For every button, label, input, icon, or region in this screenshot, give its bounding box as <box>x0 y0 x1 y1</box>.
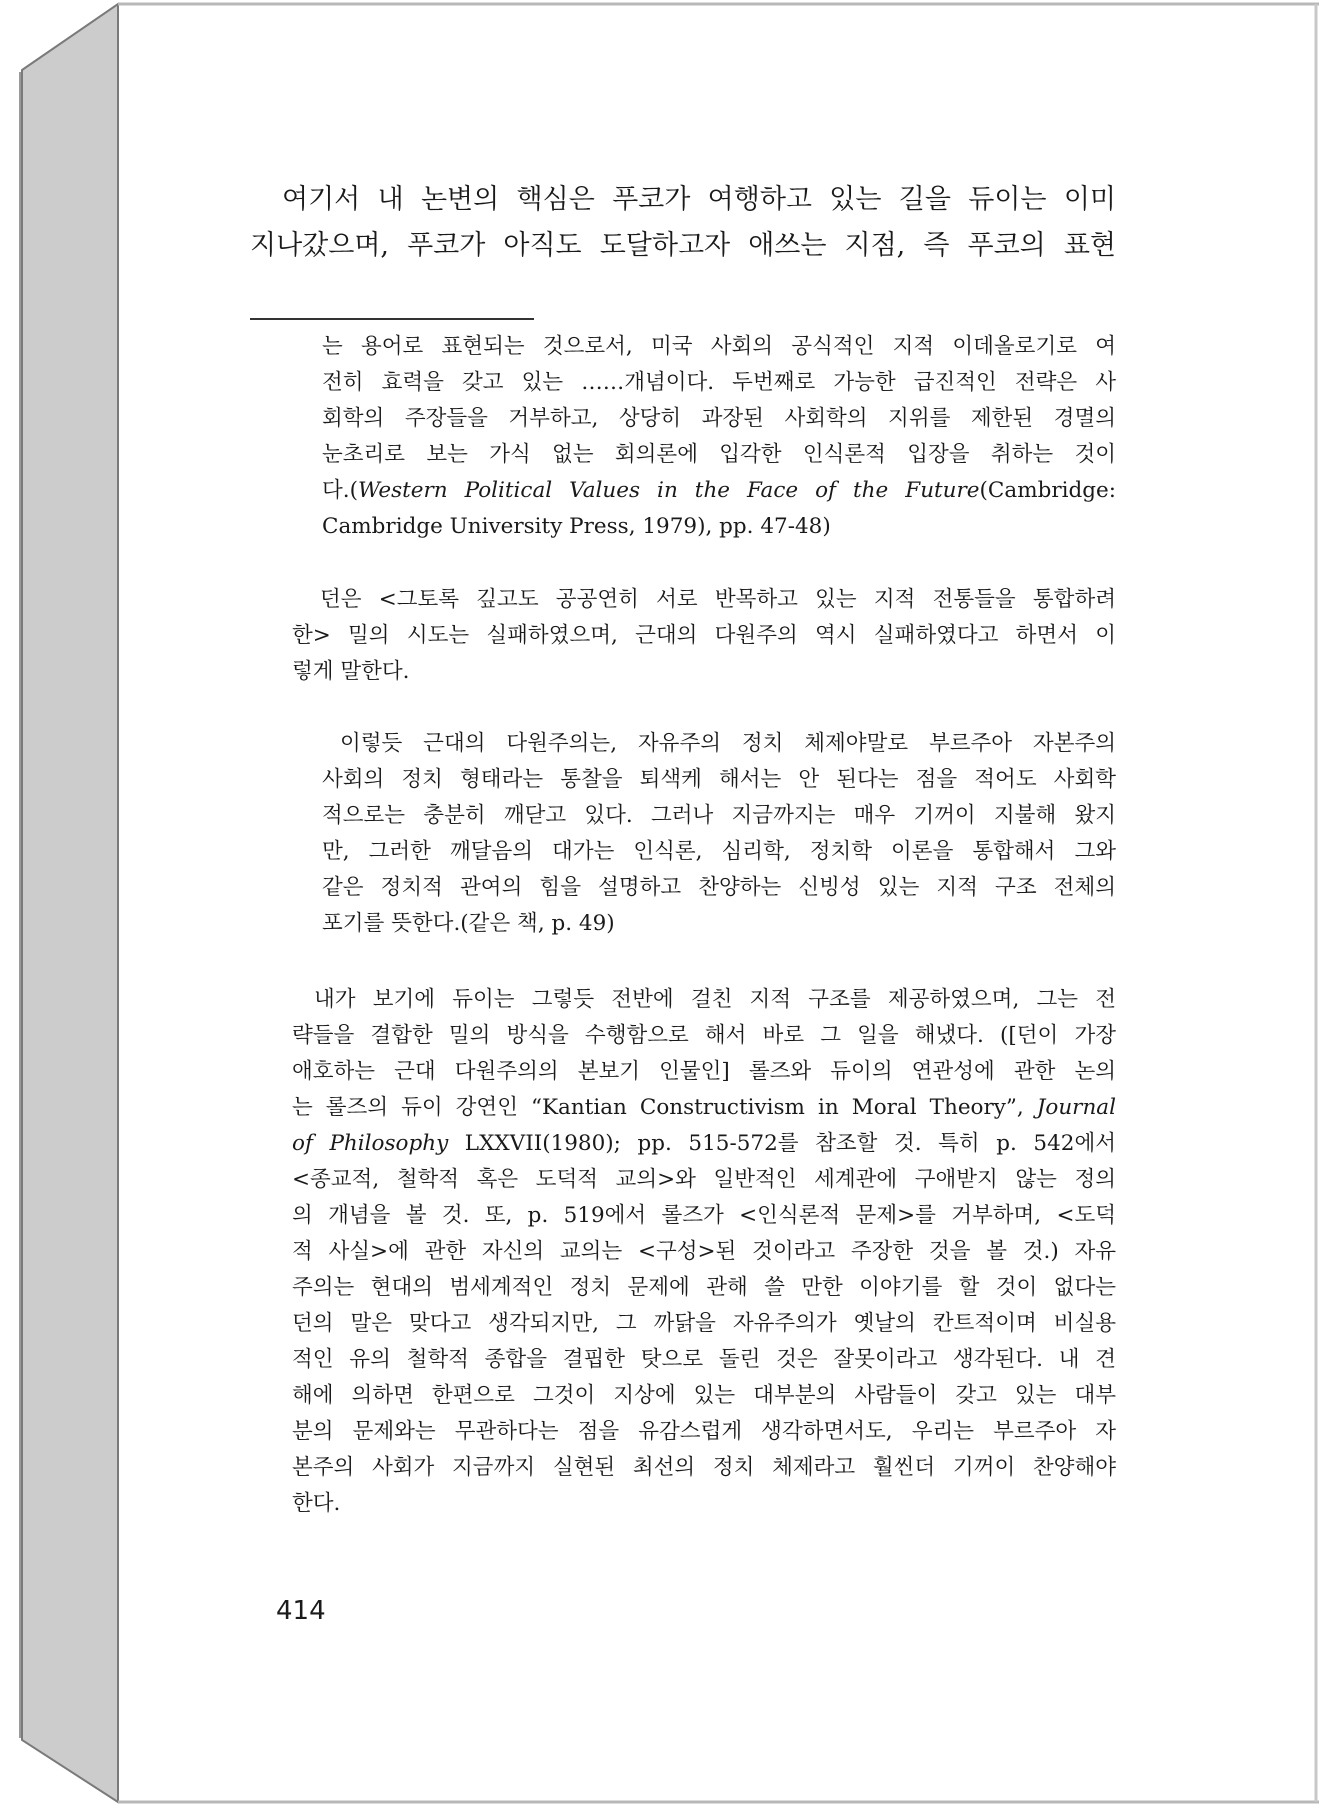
journal-title: Journal <box>1036 1095 1116 1120</box>
footnote-rule <box>250 318 534 320</box>
footnote-line: 는 용어로 표현되는 것으로서, 미국 사회의 공식적인 지적 이데올로기로 여 <box>322 334 1116 359</box>
block-quote: 이렇듯 근대의 다원주의는, 자유주의 정치 체제야말로 부르주아 자본주의 사회의 정치 형태라는 통찰을 퇴색케 해서는 안 된다는 점을 적어도 사회학 적으로는 충분히 깨닫고 있다. 그러나 지금까지는 매우 기꺼이 지불해 왔지 만, 그러한 깨달음의 대가는 인식론, 심리학, 정치학 이론을 통합해서 그와 같은 정치적 관여의 힘을 설명하고 찬양하는 신빙성 있는 지적 구조 전체의 포기를 뜻한다.(같은 책, p. 49) <box>322 731 1116 936</box>
footnote-line: 회학의 주장들을 거부하고, 상당히 과장된 사회학의 지위를 제한된 경멸의 <box>322 406 1116 431</box>
footnote-continuation <box>322 329 1116 545</box>
paragraph-dewey: 내가 보기에 듀이는 그렇듯 전반에 걸친 지적 구조를 제공하였으며, 그는 전 략들을 결합한 밀의 방식을 수행함으로 해서 바로 그 일을 해냈다. ([던이 가장 애호하는 근대 다원주의의 본보기 인물인] 롤즈와 듀이의 연관성에 관한 논의 는 롤즈의 듀이 강연인 “Kantian Constructivism in Moral Theory”, Journal of Philosophy LXXVII(1980); pp. 515-572를 참조할 것. 특히 p. 542에서 <종교적, 철학적 혹은 도덕적 교의>와 일반적인 세계관에 구애받지 않는 정의 의 개념을 볼 것. 또, p. 519에서 롤즈가 <인식론적 문제>를 거부하며, <도덕 적 사실>에 관한 자신의 교의는 <구성>된 것이라고 주장한 것을 볼 것.) 자유 주의는 현대의 범세계적인 정치 문제에 관해 쓸 만한 이야기를 할 것이 없다는 던의 말은 맞다고 생각되지만, 그 까닭을 자유주의가 옛날의 칸트적이며 비실용 적인 유의 철학적 종합을 결핍한 탓으로 돌린 것은 잘못이라고 생각된다. 내 견 해에 의하면 한편으로 그것이 지상에 있는 대부분의 사람들이 갖고 있는 대부 분의 문제와는 무관하다는 점을 유감스럽게 생각하면서도, 우리는 부르주아 자 본주의 사회가 지금까지 실현된 최선의 정치 체제라고 훨씬더 기꺼이 찬양해야 한다. <box>292 987 1116 1516</box>
journal-title-cont: of Philosophy <box>292 1131 449 1156</box>
footnote-line: Cambridge University Press, 1979), pp. 47-48) <box>322 514 831 539</box>
footnote-citation-line: 다.(Western Political Values in the Face of the Future(Cambridge: <box>322 478 1116 503</box>
book-title: Western Political Values in the Face of the Future <box>358 478 980 503</box>
footnote-line: 눈초리로 보는 가식 없는 회의론에 입각한 인식론적 입장을 취하는 것이 <box>322 442 1116 467</box>
main-text-line: 여기서 내 논변의 핵심은 푸코가 여행하고 있는 길을 듀이는 이미 <box>282 184 1116 215</box>
main-text-line: 지나갔으며, 푸코가 아직도 도달하고자 애쓰는 지점, 즉 푸코의 표현 <box>250 230 1116 261</box>
main-text <box>250 177 1116 269</box>
footnote-line: 전히 효력을 갖고 있는 ……개념이다. 두번째로 가능한 급진적인 전략은 사 <box>322 370 1116 395</box>
page-number: 414 <box>276 1596 326 1626</box>
paragraph-dunn: 던은 <그토록 깊고도 공공연히 서로 반목하고 있는 지적 전통들을 통합하려 한> 밀의 시도는 실패하였으며, 근대의 다원주의 역시 실패하였다고 하면서 이 렇게 말한다. <box>292 587 1116 684</box>
